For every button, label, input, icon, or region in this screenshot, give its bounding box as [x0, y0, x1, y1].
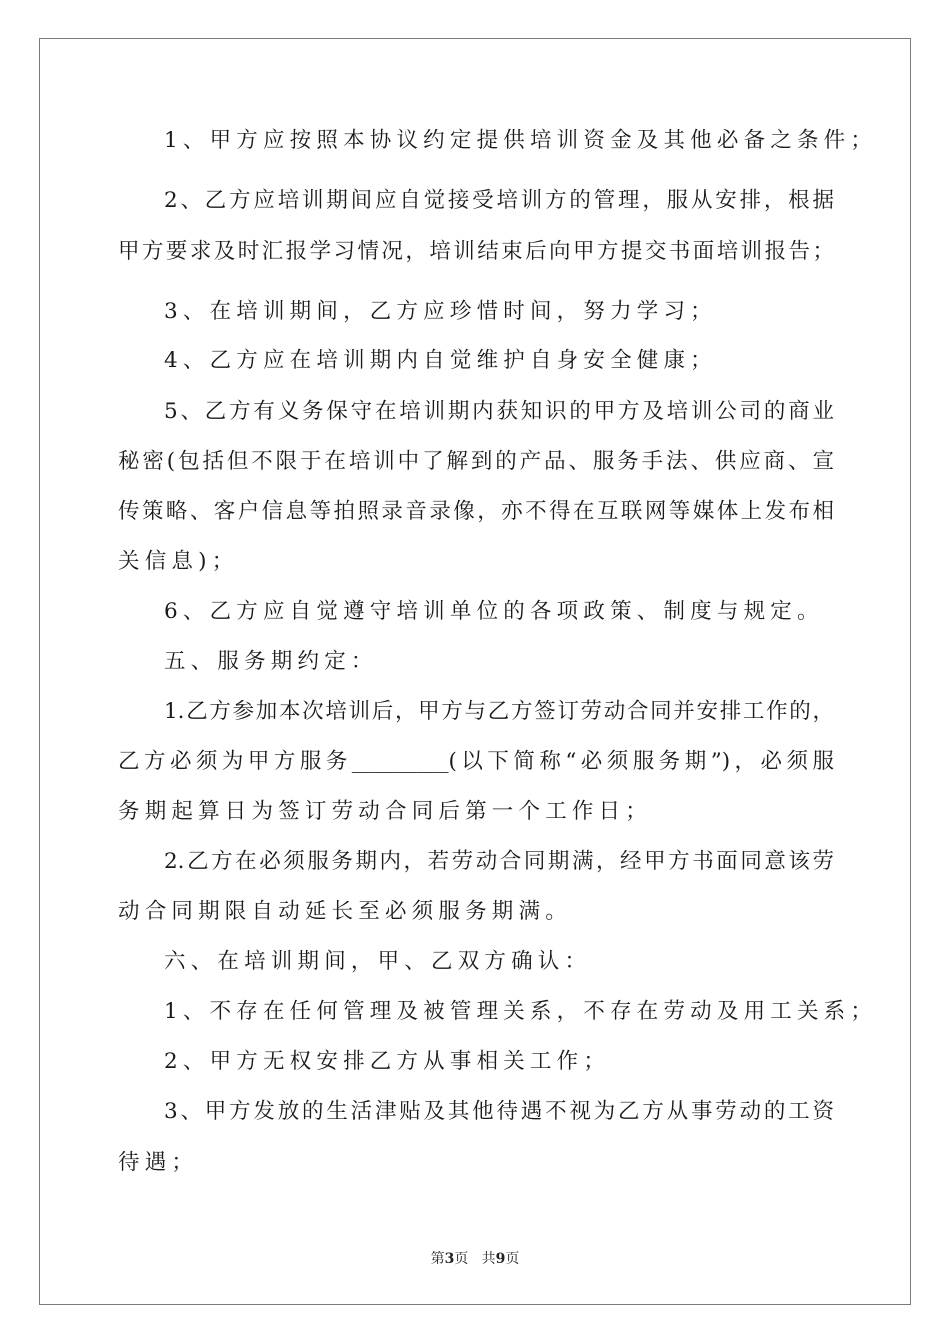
page-number: 3 — [444, 1251, 455, 1267]
paragraph-line: 1.乙方参加本次培训后，甲方与乙方签订劳动合同并安排工作的， — [164, 699, 834, 724]
paragraph-line: 务期起算日为签订劳动合同后第一个工作日； — [118, 799, 653, 824]
paragraph-line: 3、甲方发放的生活津贴及其他待遇不视为乙方从事劳动的工资 — [164, 1099, 834, 1124]
total-pages: 9 — [495, 1251, 506, 1267]
paragraph-line: 4、乙方应在培训期内自觉维护自身安全健康； — [164, 348, 717, 373]
page-footer — [0, 1250, 950, 1268]
paragraph-line: 2、乙方应培训期间应自觉接受培训方的管理，服从安排，根据 — [164, 188, 834, 213]
paragraph-line: 关信息)； — [118, 549, 239, 574]
page-prefix: 第 — [430, 1251, 445, 1267]
page-suffix: 页 — [454, 1251, 469, 1267]
paragraph-line: 秘密(包括但不限于在培训中了解到的产品、服务手法、供应商、宣 — [118, 449, 834, 474]
paragraph-line: 乙方必须为甲方服务_________(以下简称“必须服务期”)，必须服 — [118, 749, 834, 774]
paragraph-line: 传策略、客户信息等拍照录音录像，亦不得在互联网等媒体上发布相 — [118, 499, 834, 524]
paragraph-line: 待遇； — [118, 1150, 199, 1175]
paragraph-line: 1、甲方应按照本协议约定提供培训资金及其他必备之条件； — [164, 128, 878, 153]
paragraph-line: 6、乙方应自觉遵守培训单位的各项政策、制度与规定。 — [164, 599, 824, 624]
paragraph-line: 甲方要求及时汇报学习情况，培训结束后向甲方提交书面培训报告； — [118, 239, 834, 264]
paragraph-line: 1、不存在任何管理及被管理关系，不存在劳动及用工关系； — [164, 999, 878, 1024]
paragraph-line: 2、甲方无权安排乙方从事相关工作； — [164, 1049, 611, 1074]
paragraph-line: 2.乙方在必须服务期内，若劳动合同期满，经甲方书面同意该劳 — [164, 849, 834, 874]
section-heading: 六、在培训期间，甲、乙双方确认： — [164, 949, 592, 974]
paragraph-line: 动合同期限自动延长至必须服务期满。 — [118, 899, 572, 924]
section-heading: 五、服务期约定： — [164, 649, 378, 674]
paragraph-line: 5、乙方有义务保守在培训期内获知识的甲方及培训公司的商业 — [164, 399, 834, 424]
total-suffix: 页 — [505, 1251, 520, 1267]
paragraph-line: 3、在培训期间，乙方应珍惜时间，努力学习； — [164, 299, 717, 324]
total-prefix: 共 — [481, 1251, 496, 1267]
